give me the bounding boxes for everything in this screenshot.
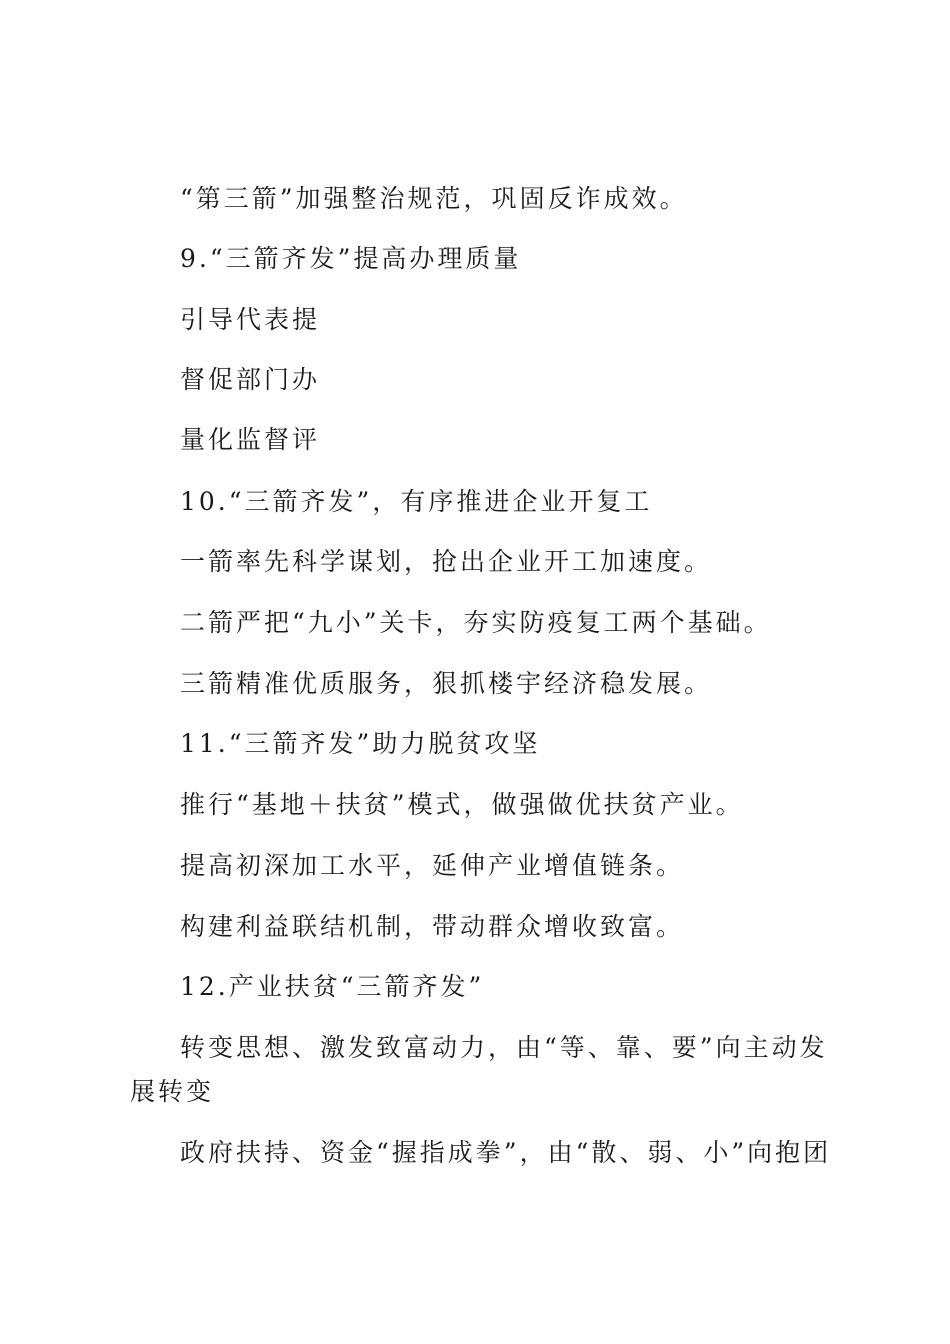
text-line: 推行“基地＋扶贫”模式，做强做优扶贫产业。 bbox=[180, 790, 744, 819]
text-line: 量化监督评 bbox=[180, 425, 321, 454]
heading-9: 9.“三箭齐发”提高办理质量 bbox=[180, 244, 522, 273]
text-line: 二箭严把“九小”关卡，夯实防疫复工两个基础。 bbox=[180, 608, 772, 637]
text-line: 引导代表提 bbox=[180, 305, 321, 334]
text-line: 三箭精准优质服务，狠抓楼宇经济稳发展。 bbox=[180, 669, 713, 698]
text-line: 构建利益联结机制，带动群众增收致富。 bbox=[180, 912, 685, 941]
text-line: “第三箭”加强整治规范，巩固反诈成效。 bbox=[180, 184, 688, 213]
text-line: 督促部门办 bbox=[180, 365, 321, 394]
text-line: 一箭率先科学谋划，抢出企业开工加速度。 bbox=[180, 547, 713, 576]
heading-10: 10.“三箭齐发”，有序推进企业开复工 bbox=[180, 487, 653, 516]
paragraph: 政府扶持、资金“握指成拳”，由“散、弱、小”向抱团 bbox=[180, 1138, 832, 1167]
text-line: 提高初深加工水平，延伸产业增值链条。 bbox=[180, 851, 685, 880]
heading-11: 11.“三箭齐发”助力脱贫攻坚 bbox=[180, 729, 541, 758]
heading-12: 12.产业扶贫“三箭齐发” bbox=[180, 972, 485, 1001]
paragraph: 转变思想、激发致富动力，由“等、靠、要”向主动发展转变 bbox=[130, 1033, 828, 1106]
